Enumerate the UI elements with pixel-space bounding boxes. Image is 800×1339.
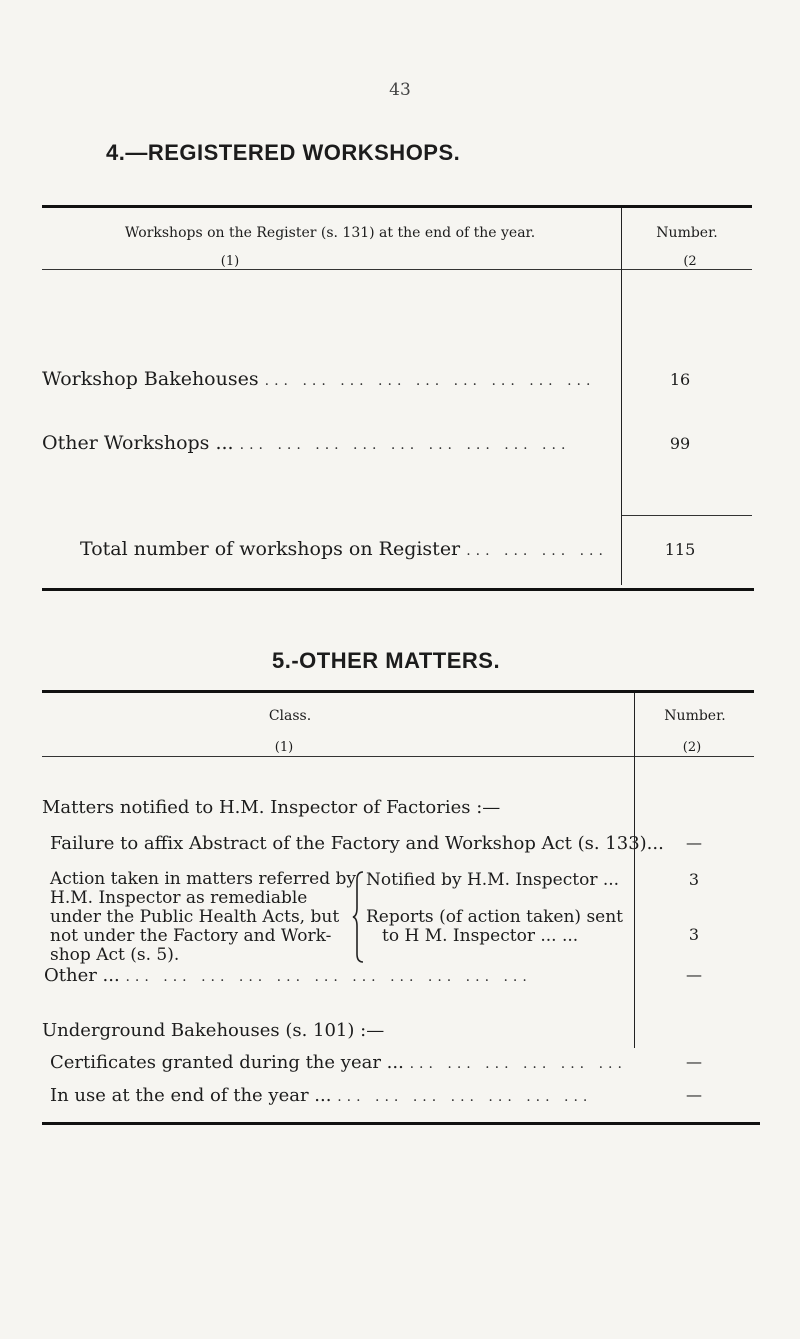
s5-col2-number: (2) (682, 740, 702, 755)
s5-col2-header: Number. (664, 708, 726, 724)
reports-line: to H M. Inspector ... ... (382, 926, 579, 946)
table-row (42, 368, 595, 390)
action-line: under the Public Health Acts, but (50, 907, 340, 927)
leader-dots: ... ... ... ... ... ... ... ... ... (239, 437, 571, 453)
section-5-heading: 5.-OTHER MATTERS. (272, 648, 501, 673)
action-line: H.M. Inspector as remediable (50, 888, 308, 908)
row-value: 16 (669, 370, 691, 389)
table-row (42, 432, 570, 454)
underground-heading: Underground Bakehouses (s. 101) :— (42, 1020, 385, 1041)
other-label: Other ... (44, 965, 120, 986)
page-number: 43 (389, 80, 411, 100)
total-label: Total number of workshops on Register (80, 538, 461, 560)
total-value: 115 (664, 540, 696, 559)
in-use-label: In use at the end of the year ... (50, 1085, 332, 1106)
notified-heading: Matters notified to H.M. Inspector of Factories :— (42, 797, 501, 818)
s4-col1-number: (1) (220, 254, 240, 269)
notified-value: 3 (688, 870, 700, 889)
certificates-row (50, 1052, 627, 1073)
column-divider (621, 208, 622, 585)
other-row (44, 965, 532, 986)
column-divider (634, 693, 635, 1048)
header-rule (42, 756, 754, 757)
leader-dots: ... ... ... ... ... ... ... ... ... (264, 373, 596, 389)
reports-block (366, 908, 623, 946)
reports-value: 3 (688, 925, 700, 944)
total-row (80, 538, 608, 560)
s5-col1-number: (1) (274, 740, 294, 755)
header-rule (42, 269, 752, 270)
failure-label: Failure to affix Abstract of the Factory and Workshop Act (s. 133)... (50, 833, 664, 854)
table-bottom-rule (42, 1122, 760, 1125)
certificates-label: Certificates granted during the year ... (50, 1052, 404, 1073)
s4-col2-header: Number. (656, 225, 718, 241)
total-rule (622, 515, 752, 516)
row-label: Workshop Bakehouses (42, 368, 259, 390)
table-top-rule (42, 205, 752, 208)
action-line: Action taken in matters referred by (50, 869, 356, 889)
reports-line: Reports (of action taken) sent (366, 907, 624, 927)
leader-dots: ... ... ... ... ... ... ... (337, 1089, 593, 1105)
s5-col1-header: Class. (268, 708, 312, 724)
action-line: not under the Factory and Work- (50, 926, 332, 946)
row-label: Other Workshops ... (42, 432, 234, 454)
table-bottom-rule (42, 588, 754, 591)
in-use-value: — (686, 1085, 702, 1104)
failure-value: — (686, 833, 702, 852)
in-use-row (50, 1085, 592, 1106)
other-value: — (686, 965, 702, 984)
leader-dots: ... ... ... ... ... ... (409, 1056, 627, 1072)
action-description (50, 870, 356, 965)
leader-dots: ... ... ... ... (466, 543, 608, 559)
brace-icon (352, 870, 366, 964)
certificates-value: — (686, 1052, 702, 1071)
s4-col2-number: (2 (683, 254, 697, 269)
table-top-rule (42, 690, 754, 693)
leader-dots: ... ... ... ... ... ... ... ... ... ... ... (125, 969, 532, 985)
section-4-heading: 4.—REGISTERED WORKSHOPS. (106, 140, 461, 165)
notified-label: Notified by H.M. Inspector ... (366, 870, 620, 890)
s4-col1-header: Workshops on the Register (s. 131) at the end of the year. (124, 225, 536, 241)
row-value: 99 (669, 434, 691, 453)
action-line: shop Act (s. 5). (50, 945, 180, 965)
